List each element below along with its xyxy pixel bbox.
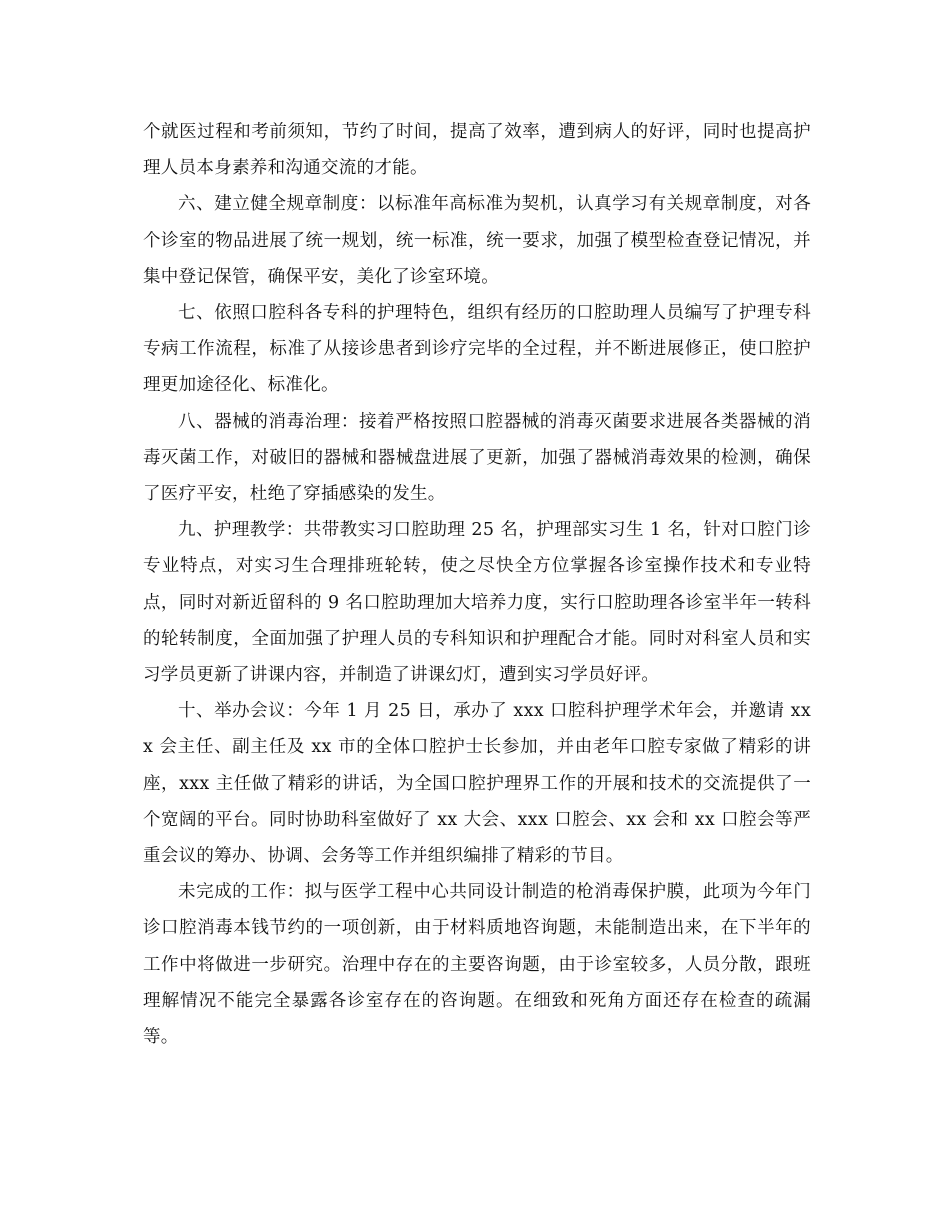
paragraph-teaching: 九、护理教学：共带教实习口腔助理 25 名，护理部实习生 1 名，针对口腔门诊专业特点，对实习生合理排班轮转，使之尽快全方位掌握各诊室操作技术和专业特点，同时对新近留科的 9 名口腔助理加大培养力度，实行口腔助理各诊室半年一转科的轮转制度，全面加强了护理人员的专科知识和护理配合才能。同时对科室人员和实习学员更新了讲课内容，并制造了讲课幻灯，遭到实习学员好评。 [143,520,811,686]
paragraph-disinfection: 八、器械的消毒治理：接着严格按照口腔器械的消毒灭菌要求进展各类器械的消毒灭菌工作，对破旧的器械和器械盘进展了更新，加强了器械消毒效果的检测，确保了医疗平安，杜绝了穿插感染的发生。 [143,411,811,505]
paragraph-regulations: 六、建立健全规章制度：以标准年高标准为契机，认真学习有关规章制度，对各个诊室的物品进展了统一规划，统一标准，统一要求，加强了模型检查登记情况，并集中登记保管，确保平安，美化了诊室环境。 [143,194,811,287]
paragraph-workflow: 七、依照口腔科各专科的护理特色，组织有经历的口腔助理人员编写了护理专科专病工作流程，标准了从接诊患者到诊疗完毕的全过程，并不断进展修正，使口腔护理更加途径化、标准化。 [143,303,811,396]
document-body [143,114,811,1055]
paragraph-conference: 十、举办会议：今年 1 月 25 日，承办了 xxx 口腔科护理学术年会，并邀请 xxx 会主任、副主任及 xx 市的全体口腔护士长参加，并由老年口腔专家做了精彩的讲座，xxx 主任做了精彩的讲话，为全国口腔护理界工作的开展和技术的交流提供了一个宽阔的平台。同时协助科室做好了 xx 大会、xxx 口腔会、xx 会和 xx 口腔会等严重会议的筹办、协调、会务等工作并组织编排了精彩的节目。 [143,701,811,867]
paragraph-unfinished-work: 未完成的工作：拟与医学工程中心共同设计制造的枪消毒保护膜，此项为今年门诊口腔消毒本钱节约的一项创新，由于材料质地咨询题，未能制造出来，在下半年的工作中将做进一步研究。治理中存在的主要咨询题，由于诊室较多，人员分散，跟班理解情况不能完全暴露各诊室存在的咨询题。在细致和死角方面还存在检查的疏漏等。 [143,882,811,1048]
paragraph-continued: 个就医过程和考前须知，节约了时间，提高了效率，遭到病人的好评，同时也提高护理人员本身素养和沟通交流的才能。 [143,122,811,179]
